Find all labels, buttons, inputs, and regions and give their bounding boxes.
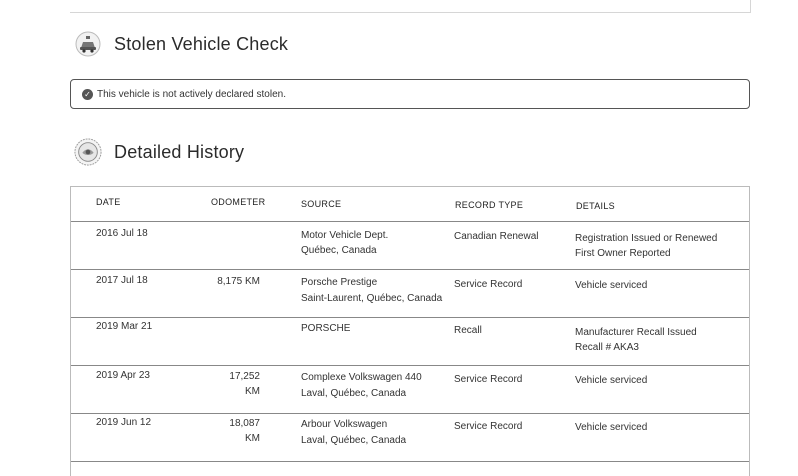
cell-details-line1: Vehicle serviced xyxy=(575,280,648,291)
cell-odometer: 18,087 KM xyxy=(229,418,260,444)
cell-date: 2019 Apr 23 xyxy=(96,370,150,381)
cell-source-line1: Complexe Volkswagen 440 xyxy=(301,372,422,383)
cell-record-type: Service Record xyxy=(454,279,523,290)
cell-details-line1: Vehicle serviced xyxy=(575,422,648,433)
cell-date: 2016 Jul 18 xyxy=(96,228,148,239)
cell-odometer: 8,175 KM xyxy=(217,276,260,287)
cell-date: 2019 Jun 12 xyxy=(96,417,152,428)
cell-record-type: Recall xyxy=(454,325,482,336)
table-row xyxy=(71,365,749,414)
stolen-check-title: Stolen Vehicle Check xyxy=(114,33,289,54)
cell-record-type: Service Record xyxy=(454,421,523,432)
cell-details-line1: Manufacturer Recall Issued xyxy=(575,327,697,338)
table-header xyxy=(71,187,749,222)
police-car-icon xyxy=(74,30,102,58)
cell-source-line1: PORSCHE xyxy=(301,323,351,334)
cell-source-line2: Laval, Québec, Canada xyxy=(301,435,407,446)
col-date: DATE xyxy=(96,197,121,207)
table-row xyxy=(71,317,749,366)
cell-record-type: Service Record xyxy=(454,374,523,385)
cell-source-line2: Laval, Québec, Canada xyxy=(301,388,407,399)
cell-details-line1: Vehicle serviced xyxy=(575,375,648,386)
cell-source-line2: Saint-Laurent, Québec, Canada xyxy=(301,293,443,304)
table-row xyxy=(71,269,749,318)
cell-date: 2019 Mar 21 xyxy=(96,321,153,332)
cell-source-line1: Porsche Prestige xyxy=(301,277,378,288)
history-table xyxy=(70,186,750,476)
stolen-status-alert xyxy=(70,79,750,109)
cell-source-line1: Arbour Volkswagen xyxy=(301,419,388,430)
cell-date: 2017 Jul 18 xyxy=(96,275,148,286)
history-title: Detailed History xyxy=(114,141,245,162)
cell-odometer: 17,252 KM xyxy=(229,371,260,397)
col-details: DETAILS xyxy=(576,201,615,211)
table-row xyxy=(71,221,749,270)
stolen-status-message: This vehicle is not actively declared stolen. xyxy=(97,88,286,100)
history-header xyxy=(74,138,244,166)
stolen-check-header xyxy=(74,30,288,58)
cell-details-line1: Registration Issued or Renewed xyxy=(575,233,718,244)
cell-source-line2: Québec, Canada xyxy=(301,245,377,256)
col-odometer: ODOMETER xyxy=(211,197,266,207)
history-seal-icon xyxy=(74,138,102,166)
cell-details-line2: Recall # AKA3 xyxy=(575,342,639,353)
previous-section-edge xyxy=(70,0,751,13)
col-source: SOURCE xyxy=(301,199,342,209)
cell-source-line1: Motor Vehicle Dept. xyxy=(301,230,389,241)
cell-record-type: Canadian Renewal xyxy=(454,231,539,242)
cell-details-line2: First Owner Reported xyxy=(575,248,671,259)
table-row xyxy=(71,413,749,462)
check-circle-icon: ✓ xyxy=(82,89,93,100)
col-record-type: RECORD TYPE xyxy=(455,200,524,210)
